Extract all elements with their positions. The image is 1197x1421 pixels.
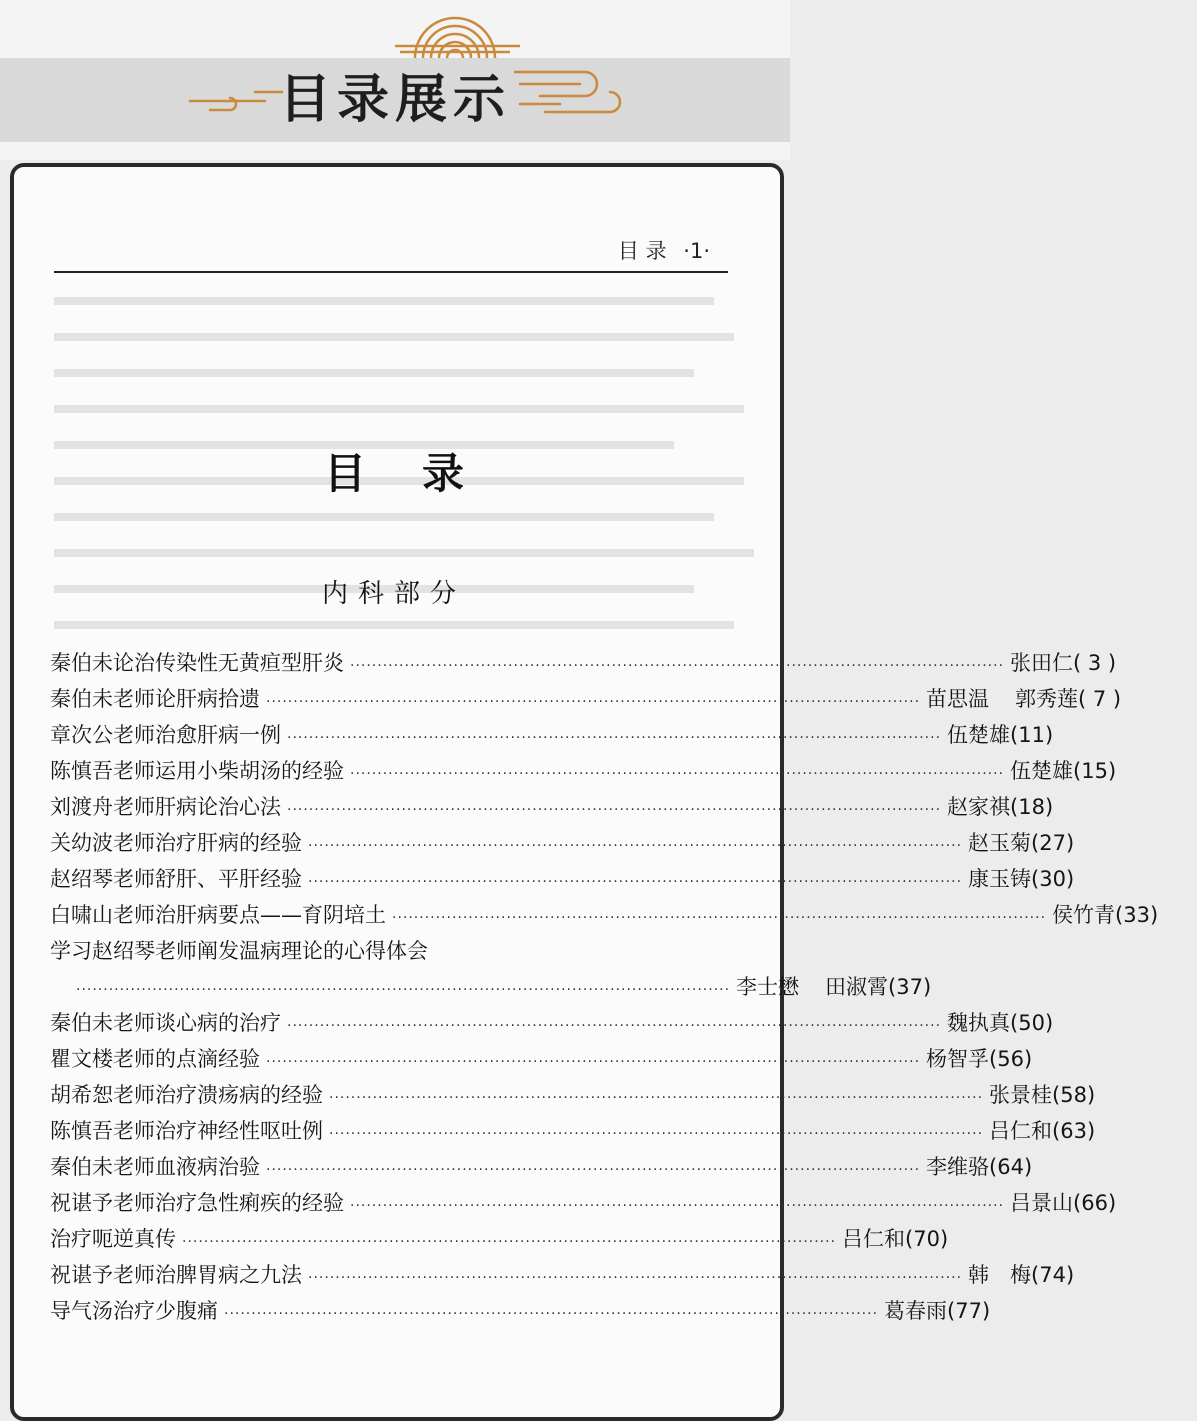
running-head-label: 目 录 xyxy=(617,239,667,263)
leader-dots: ························································································································ xyxy=(350,658,1005,674)
entry-author: 杨智孚 xyxy=(926,1047,990,1071)
entry-page: (70) xyxy=(905,1227,949,1251)
entry-coauthor: 苗思温 xyxy=(926,687,990,711)
toc-entry xyxy=(50,717,1054,753)
entry-title: 秦伯未老师论肝病拾遗 xyxy=(50,687,260,711)
entry-author: 赵家祺 xyxy=(947,795,1011,819)
entry-page: (15) xyxy=(1073,759,1117,783)
toc-entry xyxy=(50,753,1117,789)
entry-author: 张景桂 xyxy=(989,1083,1053,1107)
entry-title: 秦伯未老师谈心病的治疗 xyxy=(50,1011,281,1035)
entry-title: 赵绍琴老师舒肝、平肝经验 xyxy=(50,867,302,891)
leader-dots: ························································································································ xyxy=(76,982,731,998)
toc-entry xyxy=(50,933,730,969)
entry-author: 田淑霄 xyxy=(825,975,889,999)
leader-dots: ························································································································ xyxy=(266,694,921,710)
leader-dots: ························································································································ xyxy=(329,1126,984,1142)
entry-title: 治疗呃逆真传 xyxy=(50,1227,176,1251)
entry-author: 赵玉菊 xyxy=(968,831,1032,855)
toc-entry xyxy=(50,1149,1033,1185)
leader-dots: ························································································································ xyxy=(329,1090,984,1106)
entry-page: (27) xyxy=(1031,831,1075,855)
running-head-page: ·1· xyxy=(683,239,710,263)
leader-dots: ························································································································ xyxy=(266,1054,921,1070)
entry-page: (50) xyxy=(1010,1011,1054,1035)
leader-dots: ························································································································ xyxy=(308,874,963,890)
toc-entry xyxy=(50,1113,1096,1149)
leader-dots: ························································································································ xyxy=(287,1018,942,1034)
entry-author: 郭秀莲 xyxy=(1015,687,1079,711)
leader-dots: ························································································································ xyxy=(287,730,942,746)
entry-author: 韩 梅 xyxy=(968,1263,1032,1287)
entry-title: 导气汤治疗少腹痛 xyxy=(50,1299,218,1323)
entry-title: 陈慎吾老师治疗神经性呕吐例 xyxy=(50,1119,323,1143)
entry-page: (18) xyxy=(1010,795,1054,819)
leader-dots: ························································································································ xyxy=(224,1306,879,1322)
entry-title: 秦伯未老师血液病治验 xyxy=(50,1155,260,1179)
entry-title: 章次公老师治愈肝病一例 xyxy=(50,723,281,747)
entry-author: 伍楚雄 xyxy=(1010,759,1074,783)
entry-title: 胡希恕老师治疗溃疡病的经验 xyxy=(50,1083,323,1107)
toc-entry xyxy=(50,1221,949,1257)
entry-author: 吕景山 xyxy=(1010,1191,1074,1215)
entry-author: 李维骆 xyxy=(926,1155,990,1179)
leader-dots: ························································································································ xyxy=(350,1198,1005,1214)
entry-title: 陈慎吾老师运用小柴胡汤的经验 xyxy=(50,759,344,783)
leader-dots: ························································································································ xyxy=(350,766,1005,782)
entry-page: (63) xyxy=(1052,1119,1096,1143)
header-rule xyxy=(54,271,728,273)
entry-author: 康玉铸 xyxy=(968,867,1032,891)
entry-title: 秦伯未论治传染性无黄疸型肝炎 xyxy=(50,651,344,675)
entry-coauthor: 李士懋 xyxy=(736,975,800,999)
leader-dots: ························································································································ xyxy=(266,1162,921,1178)
toc-entries xyxy=(50,645,1159,1329)
toc-entry xyxy=(50,861,1075,897)
toc-entry xyxy=(50,1005,1054,1041)
section-title: 内科部分 xyxy=(321,579,466,609)
entry-title: 祝谌予老师治疗急性痢疾的经验 xyxy=(50,1191,344,1215)
entry-page: (77) xyxy=(947,1299,991,1323)
entry-title: 刘渡舟老师肝病论治心法 xyxy=(50,795,281,819)
entry-page: (30) xyxy=(1031,867,1075,891)
running-head xyxy=(608,235,710,265)
toc-entry xyxy=(50,645,1117,681)
leader-dots: ························································································································ xyxy=(308,838,963,854)
entry-author: 吕仁和 xyxy=(989,1119,1053,1143)
page-frame xyxy=(10,163,1159,1421)
toc-entry xyxy=(50,1257,1075,1293)
entry-page: (37) xyxy=(888,975,932,999)
leader-dots: ························································································································ xyxy=(287,802,942,818)
toc-entry xyxy=(50,969,932,1005)
entry-page: (56) xyxy=(989,1047,1033,1071)
entry-page: ( 3 ) xyxy=(1073,651,1117,675)
leader-dots: ························································································································ xyxy=(182,1234,837,1250)
entry-title: 白啸山老师治肝病要点——育阴培土 xyxy=(50,903,386,927)
entry-page: (58) xyxy=(1052,1083,1096,1107)
toc-entry xyxy=(50,789,1054,825)
entry-author: 侯竹青 xyxy=(1052,903,1116,927)
entry-page: (64) xyxy=(989,1155,1033,1179)
leader-dots: ························································································································ xyxy=(308,1270,963,1286)
toc-entry xyxy=(50,1293,991,1329)
toc-entry xyxy=(50,825,1075,861)
entry-author: 伍楚雄 xyxy=(947,723,1011,747)
toc-entry xyxy=(50,1185,1117,1221)
banner xyxy=(0,0,790,160)
toc-entry xyxy=(50,1077,1096,1113)
entry-page: ( 7 ) xyxy=(1078,687,1122,711)
entry-author: 吕仁和 xyxy=(842,1227,906,1251)
entry-title: 祝谌予老师治脾胃病之九法 xyxy=(50,1263,302,1287)
entry-author: 张田仁 xyxy=(1010,651,1074,675)
toc-entry xyxy=(50,1041,1033,1077)
entry-page: (11) xyxy=(1010,723,1054,747)
toc-title: 目录 xyxy=(323,449,520,498)
entry-author: 葛春雨 xyxy=(884,1299,948,1323)
leader-dots: ························································································································ xyxy=(392,910,1047,926)
entry-page: (33) xyxy=(1115,903,1159,927)
entry-page: (66) xyxy=(1073,1191,1117,1215)
entry-author: 魏执真 xyxy=(947,1011,1011,1035)
entry-title: 关幼波老师治疗肝病的经验 xyxy=(50,831,302,855)
banner-title: 目录展示 xyxy=(278,70,511,130)
entry-page: (74) xyxy=(1031,1263,1075,1287)
entry-title: 瞿文楼老师的点滴经验 xyxy=(50,1047,260,1071)
entry-title: 学习赵绍琴老师阐发温病理论的心得体会 xyxy=(50,939,428,963)
toc-entry xyxy=(50,897,1159,933)
toc-entry xyxy=(50,681,1122,717)
